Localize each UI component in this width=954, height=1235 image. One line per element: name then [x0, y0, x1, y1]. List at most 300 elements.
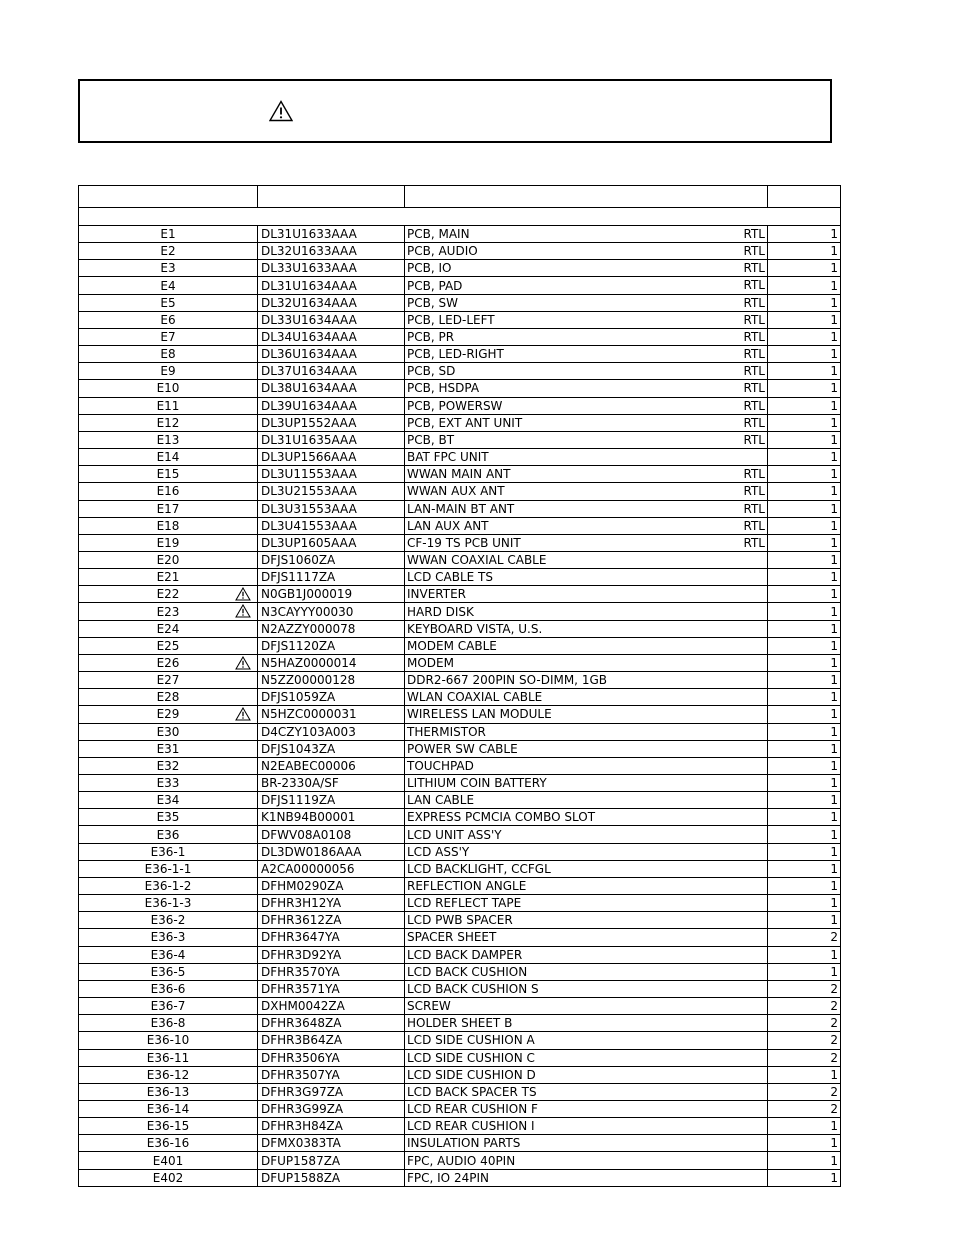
quantity-cell: 1 — [768, 912, 841, 929]
description-cell — [405, 809, 768, 826]
description-text: TOUCHPAD — [407, 758, 474, 773]
part-no-cell: DL31U1634AAA — [258, 277, 405, 294]
table-row — [79, 517, 841, 534]
part-no-cell: DFHR3B64ZA — [258, 1032, 405, 1049]
quantity-cell: 1 — [768, 569, 841, 586]
ref-no: E28 — [156, 690, 180, 705]
table-row — [79, 672, 841, 689]
ref-no-cell — [79, 637, 258, 654]
description-text: FPC, IO 24PIN — [407, 1170, 489, 1185]
part-no-cell: BR-2330A/SF — [258, 775, 405, 792]
quantity-cell: 1 — [768, 603, 841, 620]
ref-no: E21 — [156, 570, 180, 585]
rtl-mark: RTL — [743, 295, 765, 310]
rtl-mark: RTL — [743, 244, 765, 259]
description-text: LCD REAR CUSHION I — [407, 1119, 535, 1134]
ref-no-cell — [79, 998, 258, 1015]
part-no-cell: DL36U1634AAA — [258, 346, 405, 363]
ref-no: E36-1-3 — [144, 896, 192, 911]
description-cell — [405, 294, 768, 311]
rtl-mark: RTL — [743, 535, 765, 550]
ref-no-cell — [79, 397, 258, 414]
table-row — [79, 792, 841, 809]
quantity-cell: 1 — [768, 1135, 841, 1152]
description-text: PCB, POWERSW — [407, 398, 503, 413]
quantity-cell: 1 — [768, 1169, 841, 1186]
quantity-cell: 1 — [768, 1152, 841, 1169]
description-text: PCB, BT — [407, 432, 455, 447]
ref-no-cell — [79, 826, 258, 843]
ref-no: E36-15 — [146, 1119, 190, 1134]
quantity-cell: 1 — [768, 380, 841, 397]
description-cell — [405, 689, 768, 706]
part-no-cell: DL32U1633AAA — [258, 243, 405, 260]
description-cell — [405, 654, 768, 671]
warning-triangle-icon — [235, 656, 251, 670]
description-text: LCD REFLECT TAPE — [407, 896, 522, 911]
ref-no: E36-1 — [150, 844, 186, 859]
quantity-cell: 1 — [768, 946, 841, 963]
rtl-mark: RTL — [743, 501, 765, 516]
quantity-cell: 1 — [768, 672, 841, 689]
part-no-cell: DL39U1634AAA — [258, 397, 405, 414]
quantity-cell: 1 — [768, 346, 841, 363]
quantity-cell: 1 — [768, 1066, 841, 1083]
ref-no-cell — [79, 603, 258, 620]
part-no-cell: DFWV08A0108 — [258, 826, 405, 843]
ref-no-cell — [79, 260, 258, 277]
table-row — [79, 929, 841, 946]
part-no-cell: N2EABEC00006 — [258, 757, 405, 774]
rtl-mark: RTL — [743, 432, 765, 447]
description-text: FPC, AUDIO 40PIN — [407, 1153, 516, 1168]
description-cell — [405, 551, 768, 568]
table-row — [79, 586, 841, 603]
description-text: DDR2-667 200PIN SO-DIMM, 1GB — [407, 673, 607, 688]
ref-no: E36-1-1 — [144, 861, 192, 876]
ref-no-cell — [79, 431, 258, 448]
quantity-cell: 1 — [768, 809, 841, 826]
table-row — [79, 1083, 841, 1100]
description-text: KEYBOARD VISTA, U.S. — [407, 621, 543, 636]
table-row — [79, 1100, 841, 1117]
part-no-cell: DFJS1060ZA — [258, 551, 405, 568]
description-cell — [405, 277, 768, 294]
part-no-cell: DFHR3D92YA — [258, 946, 405, 963]
description-cell — [405, 877, 768, 894]
part-no-cell: DL3UP1552AAA — [258, 414, 405, 431]
quantity-cell: 1 — [768, 397, 841, 414]
description-cell — [405, 1049, 768, 1066]
part-no-cell: DL3UP1605AAA — [258, 534, 405, 551]
table-row — [79, 998, 841, 1015]
part-no-cell: DFMX0383TA — [258, 1135, 405, 1152]
part-no-cell: DFJS1120ZA — [258, 637, 405, 654]
quantity-cell: 1 — [768, 654, 841, 671]
table-row — [79, 226, 841, 243]
warning-triangle-icon — [235, 707, 251, 721]
quantity-cell: 2 — [768, 929, 841, 946]
table-row — [79, 843, 841, 860]
rtl-mark: RTL — [743, 381, 765, 396]
rtl-mark: RTL — [743, 312, 765, 327]
table-row — [79, 877, 841, 894]
description-text: LCD ASS'Y — [407, 844, 470, 859]
ref-no-cell — [79, 946, 258, 963]
table-row — [79, 826, 841, 843]
ref-no: E20 — [156, 553, 180, 568]
quantity-cell: 1 — [768, 689, 841, 706]
ref-no-cell — [79, 363, 258, 380]
table-row — [79, 328, 841, 345]
table-row — [79, 963, 841, 980]
description-text: PCB, LED-RIGHT — [407, 347, 504, 362]
part-no-cell: DL34U1634AAA — [258, 328, 405, 345]
description-text: LCD BACK SPACER TS — [407, 1084, 537, 1099]
description-cell — [405, 895, 768, 912]
ref-no-cell — [79, 449, 258, 466]
table-row — [79, 603, 841, 620]
description-cell — [405, 706, 768, 723]
ref-no-cell — [79, 569, 258, 586]
ref-no: E36-1-2 — [144, 879, 192, 894]
table-header-row — [79, 186, 841, 208]
ref-no: E1 — [160, 227, 176, 242]
ref-no-cell — [79, 586, 258, 603]
description-cell — [405, 431, 768, 448]
ref-no-cell — [79, 706, 258, 723]
description-cell — [405, 449, 768, 466]
table-row — [79, 740, 841, 757]
header-ref-no — [79, 186, 258, 208]
quantity-cell: 1 — [768, 260, 841, 277]
description-text: LCD PWB SPACER — [407, 913, 513, 928]
ref-no: E36-10 — [146, 1033, 190, 1048]
ref-no: E2 — [160, 244, 176, 259]
quantity-cell: 1 — [768, 740, 841, 757]
part-no-cell: DL3U31553AAA — [258, 500, 405, 517]
description-cell — [405, 1118, 768, 1135]
description-cell — [405, 603, 768, 620]
table-row — [79, 1135, 841, 1152]
quantity-cell: 1 — [768, 449, 841, 466]
rtl-mark: RTL — [743, 329, 765, 344]
ref-no-cell — [79, 963, 258, 980]
part-no-cell: DL3U41553AAA — [258, 517, 405, 534]
ref-no: E17 — [156, 501, 180, 516]
ref-no-cell — [79, 740, 258, 757]
description-cell — [405, 260, 768, 277]
part-no-cell: DL33U1634AAA — [258, 311, 405, 328]
ref-no: E19 — [156, 535, 180, 550]
ref-no: E9 — [160, 364, 176, 379]
description-text: LITHIUM COIN BATTERY — [407, 776, 547, 791]
description-cell — [405, 226, 768, 243]
description-cell — [405, 517, 768, 534]
ref-no: E15 — [156, 467, 180, 482]
description-text: LCD BACK CUSHION S — [407, 981, 539, 996]
ref-no: E4 — [160, 278, 176, 293]
ref-no: E36-6 — [150, 981, 186, 996]
ref-no: E29 — [156, 707, 180, 722]
table-row — [79, 483, 841, 500]
quantity-cell: 1 — [768, 551, 841, 568]
table-row — [79, 654, 841, 671]
description-text: MODEM CABLE — [407, 638, 497, 653]
quantity-cell: 1 — [768, 500, 841, 517]
description-text: LCD BACK CUSHION — [407, 964, 528, 979]
description-cell — [405, 637, 768, 654]
description-text: LAN-MAIN BT ANT — [407, 501, 515, 516]
ref-no: E36-3 — [150, 930, 186, 945]
rtl-mark: RTL — [743, 415, 765, 430]
description-cell — [405, 1015, 768, 1032]
description-cell — [405, 980, 768, 997]
description-text: PCB, MAIN — [407, 227, 470, 242]
ref-no: E36-4 — [150, 947, 186, 962]
quantity-cell: 1 — [768, 877, 841, 894]
rtl-mark: RTL — [743, 347, 765, 362]
header-part-no — [258, 186, 405, 208]
ref-no-cell — [79, 792, 258, 809]
ref-no-cell — [79, 723, 258, 740]
description-cell — [405, 466, 768, 483]
quantity-cell: 1 — [768, 706, 841, 723]
part-no-cell: DFHR3612ZA — [258, 912, 405, 929]
part-no-cell: DFHR3570YA — [258, 963, 405, 980]
description-cell — [405, 483, 768, 500]
quantity-cell: 1 — [768, 586, 841, 603]
ref-no: E12 — [156, 415, 180, 430]
ref-no-cell — [79, 980, 258, 997]
description-cell — [405, 1169, 768, 1186]
table-row — [79, 706, 841, 723]
description-cell — [405, 843, 768, 860]
description-text: POWER SW CABLE — [407, 741, 518, 756]
part-no-cell: DFHR3H12YA — [258, 895, 405, 912]
description-text: PCB, AUDIO — [407, 244, 478, 259]
table-row — [79, 1152, 841, 1169]
description-cell — [405, 826, 768, 843]
table-row — [79, 912, 841, 929]
description-text: PCB, SW — [407, 295, 458, 310]
rtl-mark: RTL — [743, 484, 765, 499]
ref-no-cell — [79, 809, 258, 826]
ref-no-cell — [79, 1015, 258, 1032]
rtl-mark: RTL — [743, 518, 765, 533]
ref-no: E402 — [152, 1170, 184, 1185]
quantity-cell: 1 — [768, 843, 841, 860]
ref-no: E23 — [156, 604, 180, 619]
table-row — [79, 466, 841, 483]
quantity-cell: 1 — [768, 1118, 841, 1135]
description-text: PCB, HSDPA — [407, 381, 480, 396]
rtl-mark: RTL — [743, 398, 765, 413]
description-text: LCD BACKLIGHT, CCFGL — [407, 861, 551, 876]
quantity-cell: 1 — [768, 277, 841, 294]
warning-triangle-icon — [235, 604, 251, 618]
ref-no: E36-5 — [150, 964, 186, 979]
table-row — [79, 689, 841, 706]
description-text: PCB, IO — [407, 261, 452, 276]
description-text: SCREW — [407, 999, 451, 1014]
table-row — [79, 980, 841, 997]
ref-no-cell — [79, 277, 258, 294]
quantity-cell: 1 — [768, 534, 841, 551]
ref-no-cell — [79, 243, 258, 260]
description-cell — [405, 912, 768, 929]
table-row — [79, 620, 841, 637]
quantity-cell: 2 — [768, 998, 841, 1015]
ref-no-cell — [79, 346, 258, 363]
ref-no-cell — [79, 414, 258, 431]
quantity-cell: 1 — [768, 483, 841, 500]
part-no-cell: N5HZC0000031 — [258, 706, 405, 723]
ref-no-cell — [79, 689, 258, 706]
quantity-cell: 2 — [768, 1015, 841, 1032]
rtl-mark: RTL — [743, 227, 765, 241]
description-text: HOLDER SHEET B — [407, 1016, 513, 1031]
table-row — [79, 380, 841, 397]
description-text: LAN AUX ANT — [407, 518, 489, 533]
ref-no: E11 — [156, 398, 180, 413]
description-text: LCD BACK DAMPER — [407, 947, 523, 962]
description-text: THERMISTOR — [407, 724, 486, 739]
description-cell — [405, 946, 768, 963]
part-no-cell: K1NB94B00001 — [258, 809, 405, 826]
table-row — [79, 243, 841, 260]
description-cell — [405, 740, 768, 757]
quantity-cell: 2 — [768, 1049, 841, 1066]
header-quantity — [768, 186, 841, 208]
rtl-mark: RTL — [743, 467, 765, 482]
quantity-cell: 2 — [768, 980, 841, 997]
ref-no-cell — [79, 534, 258, 551]
ref-no: E36-16 — [146, 1136, 190, 1151]
quantity-cell: 1 — [768, 328, 841, 345]
ref-no-cell — [79, 775, 258, 792]
description-cell — [405, 1152, 768, 1169]
table-row — [79, 449, 841, 466]
description-text: PCB, PAD — [407, 278, 463, 293]
table-row — [79, 294, 841, 311]
description-text: WIRELESS LAN MODULE — [407, 707, 552, 722]
ref-no: E5 — [160, 295, 176, 310]
description-text: CF-19 TS PCB UNIT — [407, 535, 521, 550]
ref-no-cell — [79, 466, 258, 483]
table-row — [79, 1015, 841, 1032]
description-text: LCD UNIT ASS'Y — [407, 827, 502, 842]
quantity-cell: 1 — [768, 414, 841, 431]
table-row — [79, 500, 841, 517]
table-row — [79, 757, 841, 774]
table-row — [79, 569, 841, 586]
description-text: WWAN COAXIAL CABLE — [407, 553, 547, 568]
quantity-cell: 1 — [768, 775, 841, 792]
description-text: SPACER SHEET — [407, 930, 497, 945]
part-no-cell: DFUP1588ZA — [258, 1169, 405, 1186]
quantity-cell: 1 — [768, 363, 841, 380]
warning-triangle-icon — [235, 587, 251, 601]
ref-no-cell — [79, 843, 258, 860]
description-cell — [405, 775, 768, 792]
ref-no-cell — [79, 895, 258, 912]
description-cell — [405, 998, 768, 1015]
ref-no-cell — [79, 517, 258, 534]
part-no-cell: DFJS1043ZA — [258, 740, 405, 757]
table-row — [79, 346, 841, 363]
description-text: LCD SIDE CUSHION A — [407, 1033, 535, 1048]
quantity-cell: 1 — [768, 826, 841, 843]
ref-no: E26 — [156, 655, 180, 670]
part-no-cell: N5ZZ00000128 — [258, 672, 405, 689]
description-cell — [405, 380, 768, 397]
part-no-cell: DL37U1634AAA — [258, 363, 405, 380]
quantity-cell: 1 — [768, 466, 841, 483]
description-text: MODEM — [407, 655, 454, 670]
part-no-cell: DFHR3506YA — [258, 1049, 405, 1066]
ref-no: E32 — [156, 758, 180, 773]
table-row — [79, 895, 841, 912]
rtl-mark: RTL — [743, 364, 765, 379]
ref-no-cell — [79, 1135, 258, 1152]
ref-no-cell — [79, 620, 258, 637]
description-cell — [405, 1066, 768, 1083]
ref-no-cell — [79, 1152, 258, 1169]
ref-no-cell — [79, 226, 258, 243]
part-no-cell: A2CA00000056 — [258, 860, 405, 877]
ref-no: E22 — [156, 587, 180, 602]
ref-no-cell — [79, 1083, 258, 1100]
ref-no: E7 — [160, 330, 176, 345]
quantity-cell: 1 — [768, 226, 841, 243]
part-no-cell: DL32U1634AAA — [258, 294, 405, 311]
ref-no: E36-2 — [150, 913, 186, 928]
ref-no: E36-13 — [146, 1084, 190, 1099]
quantity-cell: 1 — [768, 895, 841, 912]
table-row — [79, 637, 841, 654]
table-row — [79, 946, 841, 963]
description-cell — [405, 620, 768, 637]
description-cell — [405, 569, 768, 586]
quantity-cell: 1 — [768, 431, 841, 448]
rtl-mark: RTL — [743, 261, 765, 276]
ref-no-cell — [79, 311, 258, 328]
description-cell — [405, 346, 768, 363]
quantity-cell: 1 — [768, 311, 841, 328]
ref-no-cell — [79, 380, 258, 397]
description-text: WLAN COAXIAL CABLE — [407, 690, 543, 705]
ref-no: E16 — [156, 484, 180, 499]
table-row — [79, 534, 841, 551]
ref-no-cell — [79, 1049, 258, 1066]
part-no-cell: DL3UP1566AAA — [258, 449, 405, 466]
notice-box — [78, 79, 832, 143]
description-text: PCB, LED-LEFT — [407, 312, 495, 327]
description-text: BAT FPC UNIT — [407, 450, 489, 465]
description-cell — [405, 1100, 768, 1117]
part-no-cell: D4CZY103A003 — [258, 723, 405, 740]
part-no-cell: DL3U11553AAA — [258, 466, 405, 483]
part-no-cell: N5HAZ0000014 — [258, 654, 405, 671]
description-text: PCB, EXT ANT UNIT — [407, 415, 523, 430]
part-no-cell: DL33U1633AAA — [258, 260, 405, 277]
description-cell — [405, 860, 768, 877]
ref-no-cell — [79, 1100, 258, 1117]
description-text: WWAN AUX ANT — [407, 484, 505, 499]
part-no-cell: DFHR3G97ZA — [258, 1083, 405, 1100]
description-text: LCD CABLE TS — [407, 570, 493, 585]
